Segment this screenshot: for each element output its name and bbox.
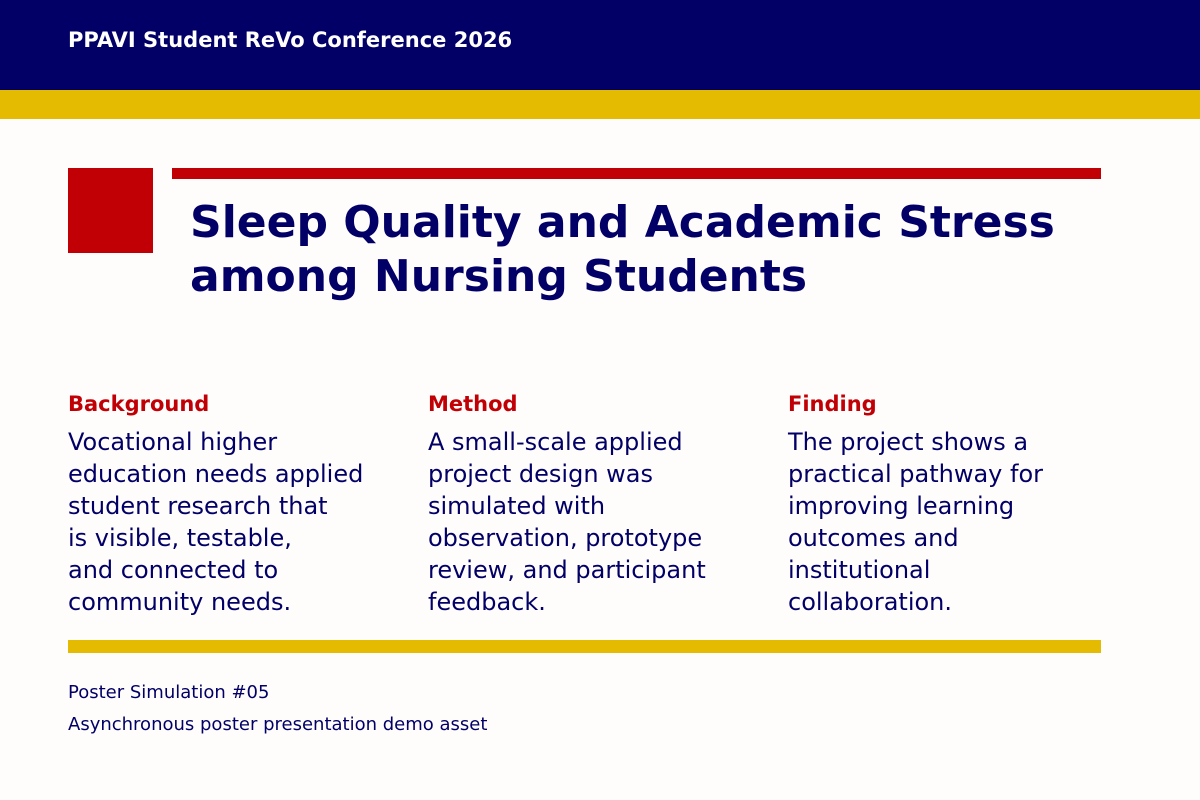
red-title-rule <box>172 168 1101 179</box>
section-heading-finding: Finding <box>788 392 877 416</box>
header-bar <box>0 0 1200 90</box>
footer-simulation-label: Poster Simulation #05 <box>68 682 270 703</box>
red-accent-square <box>68 168 153 253</box>
gold-accent-band <box>0 90 1200 119</box>
section-heading-method: Method <box>428 392 518 416</box>
gold-footer-rule <box>68 640 1101 653</box>
section-body-method: A small-scale applied project design was simulated with observation, prototype review, and participant feedback. <box>428 428 706 616</box>
section-body-background: Vocational higher education needs applied student research that is visible, testable, and connected to community needs. <box>68 428 364 616</box>
conference-title: PPAVI Student ReVo Conference 2026 <box>68 28 513 52</box>
background-section <box>68 390 398 618</box>
footer-description: Asynchronous poster presentation demo asset <box>68 714 488 735</box>
method-section <box>428 390 758 618</box>
section-body-finding: The project shows a practical pathway for improving learning outcomes and institutional collaboration. <box>788 428 1044 616</box>
finding-section <box>788 390 1118 618</box>
section-heading-background: Background <box>68 392 210 416</box>
poster-title: Sleep Quality and Academic Stress among Nursing Students <box>190 197 1055 302</box>
